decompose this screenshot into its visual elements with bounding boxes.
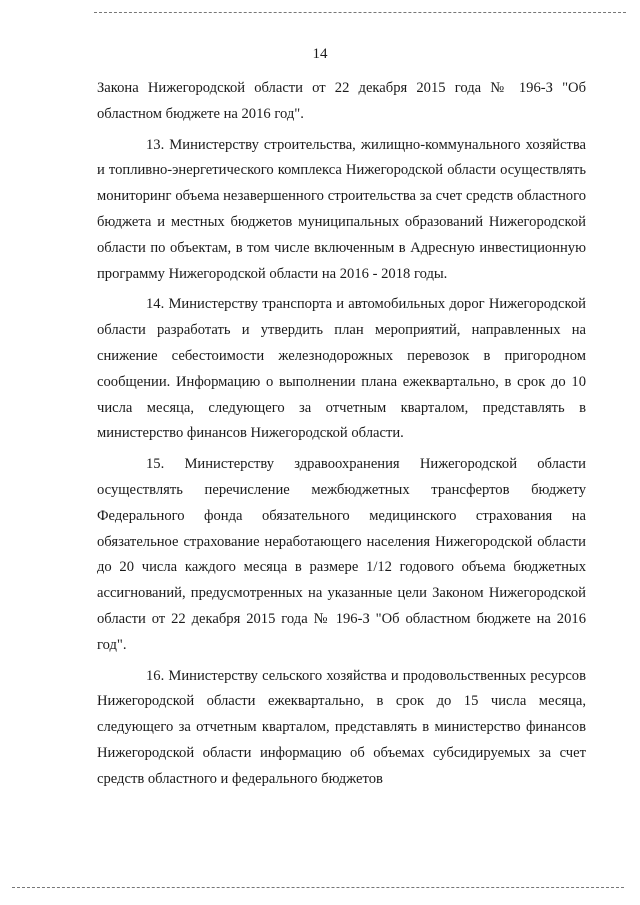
page-number: 14 bbox=[312, 46, 328, 62]
paragraph-15: 15. Министерству здравоохранения Нижегородской области осуществлять перечисление межбюджетных трансфертов бюджету Федерального фонда обязательного медицинского страхования на обязательное страхование неработающего населения Нижегородской области до 20 числа каждого месяца в размере 1/12 годового объема бюджетных ассигнований, предусмотренных на указанные цели Законом Нижегородской области от 22 декабря 2015 года № 196-З "Об областном бюджете на 2016 год". bbox=[97, 456, 586, 653]
document-body bbox=[97, 76, 586, 798]
paragraph-13: 13. Министерству строительства, жилищно-коммунального хозяйства и топливно-энергетического комплекса Нижегородской области осуществлять мониторинг объема незавершенного строительства за счет средств областного бюджета и местных бюджетов муниципальных образований Нижегородской области по объектам, в том числе включенным в Адресную инвестиционную программу Нижегородской области на 2016 - 2018 годы. bbox=[97, 136, 586, 282]
paragraph-14: 14. Министерству транспорта и автомобильных дорог Нижегородской области разработать и утвердить план мероприятий, направленных на снижение себестоимости железнодорожных перевозок в пригородном сообщении. Информацию о выполнении плана ежеквартально, в срок до 10 числа месяца, следующего за отчетным кварталом, представлять в министерство финансов Нижегородской области. bbox=[97, 296, 586, 442]
scan-edge-bottom bbox=[12, 887, 624, 888]
paragraph-16: 16. Министерству сельского хозяйства и продовольственных ресурсов Нижегородской области ежеквартально, в срок до 15 числа месяца, следующего за отчетным кварталом, представлять в министерство финансов Нижегородской области информацию об объемах субсидируемых за счет средств областного и федерального бюджетов bbox=[97, 667, 586, 787]
paragraph-continuation: Закона Нижегородской области от 22 декабря 2015 года № 196-З "Об областном бюджете на 2016 год". bbox=[97, 80, 586, 122]
scan-edge-top bbox=[94, 12, 626, 13]
